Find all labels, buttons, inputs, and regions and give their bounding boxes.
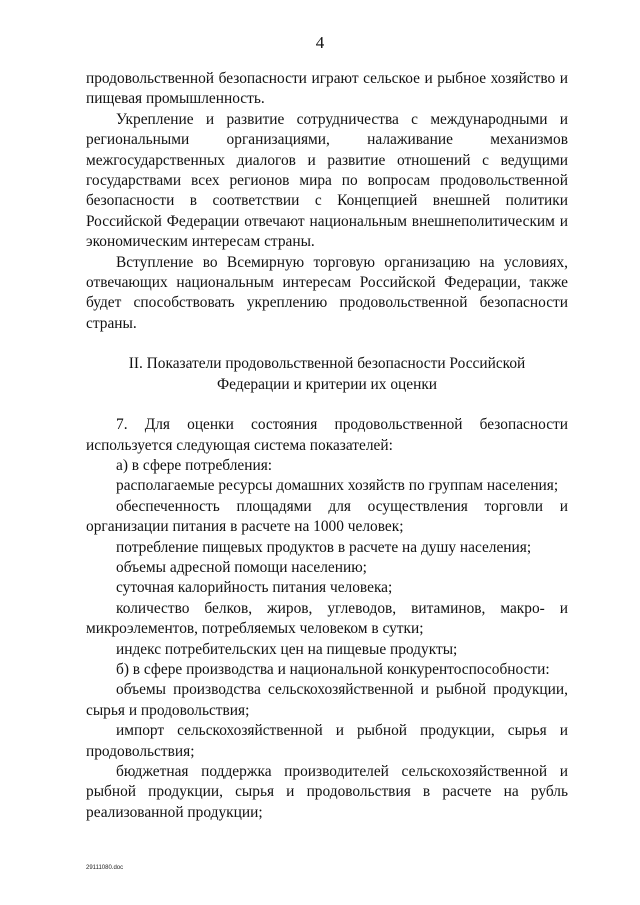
list-item: бюджетная поддержка производителей сельскохозяйственной и рыбной продукции, сырья и продовольствия в расчете на рубль реализованной продукции; xyxy=(86,763,568,821)
paragraph-cooperation: Укрепление и развитие сотрудничества с международными и региональными организациями, налаживание механизмов межгосударственных диалогов и развитие отношений с ведущими государствами всех регионов мира по вопросам продовольственной безопасности в соответствии с Концепцией внешней политики Российской Федерации отвечают национальным внешнеполитическим и экономическим интересам страны. xyxy=(86,110,568,251)
list-item: суточная калорийность питания человека; xyxy=(116,579,393,597)
list-item: а) в сфере потребления: xyxy=(116,456,273,474)
list-item: б) в сфере производства и национальной конкурентоспособности: xyxy=(116,660,550,678)
section-heading xyxy=(86,354,568,395)
list-item: индекс потребительских цен на пищевые продукты; xyxy=(116,640,458,658)
list-item: 7. Для оценки состояния продовольственной безопасности используется следующая система показателей: xyxy=(86,416,568,454)
list-item: объемы адресной помощи населению; xyxy=(116,558,367,576)
list-item: объемы производства сельскохозяйственной и рыбной продукции, сырья и продовольствия; xyxy=(86,681,568,719)
paragraph-wto: Вступление во Всемирную торговую организацию на условиях, отвечающих национальным интересам Российской Федерации, также будет способствовать укреплению продовольственной безопасности страны. xyxy=(86,253,568,332)
section-heading-line2: Федерации и критерии их оценки xyxy=(216,375,438,393)
document-body xyxy=(86,69,568,823)
paragraph-continuation: продовольственной безопасности играют сельское и рыбное хозяйство и пищевая промышленность. xyxy=(86,70,568,108)
list-item: обеспеченность площадями для осуществления торговли и организации питания в расчете на 1000 человек; xyxy=(86,497,568,536)
spacer xyxy=(86,334,568,354)
indicator-list xyxy=(86,415,568,823)
list-item: количество белков, жиров, углеводов, витаминов, макро- и микроэлементов, потребляемых человеком в сутки; xyxy=(86,599,568,638)
page-number: 4 xyxy=(315,33,325,52)
section-heading-line1: II. Показатели продовольственной безопасности Российской xyxy=(128,355,526,373)
list-item: импорт сельскохозяйственной и рыбной продукции, сырья и продовольствия; xyxy=(86,722,568,760)
list-item: располагаемые ресурсы домашних хозяйств по группам населения; xyxy=(116,477,559,495)
document-code: 29111080.doc xyxy=(86,865,124,871)
list-item: потребление пищевых продуктов в расчете на душу населения; xyxy=(116,538,532,556)
spacer xyxy=(86,395,568,415)
